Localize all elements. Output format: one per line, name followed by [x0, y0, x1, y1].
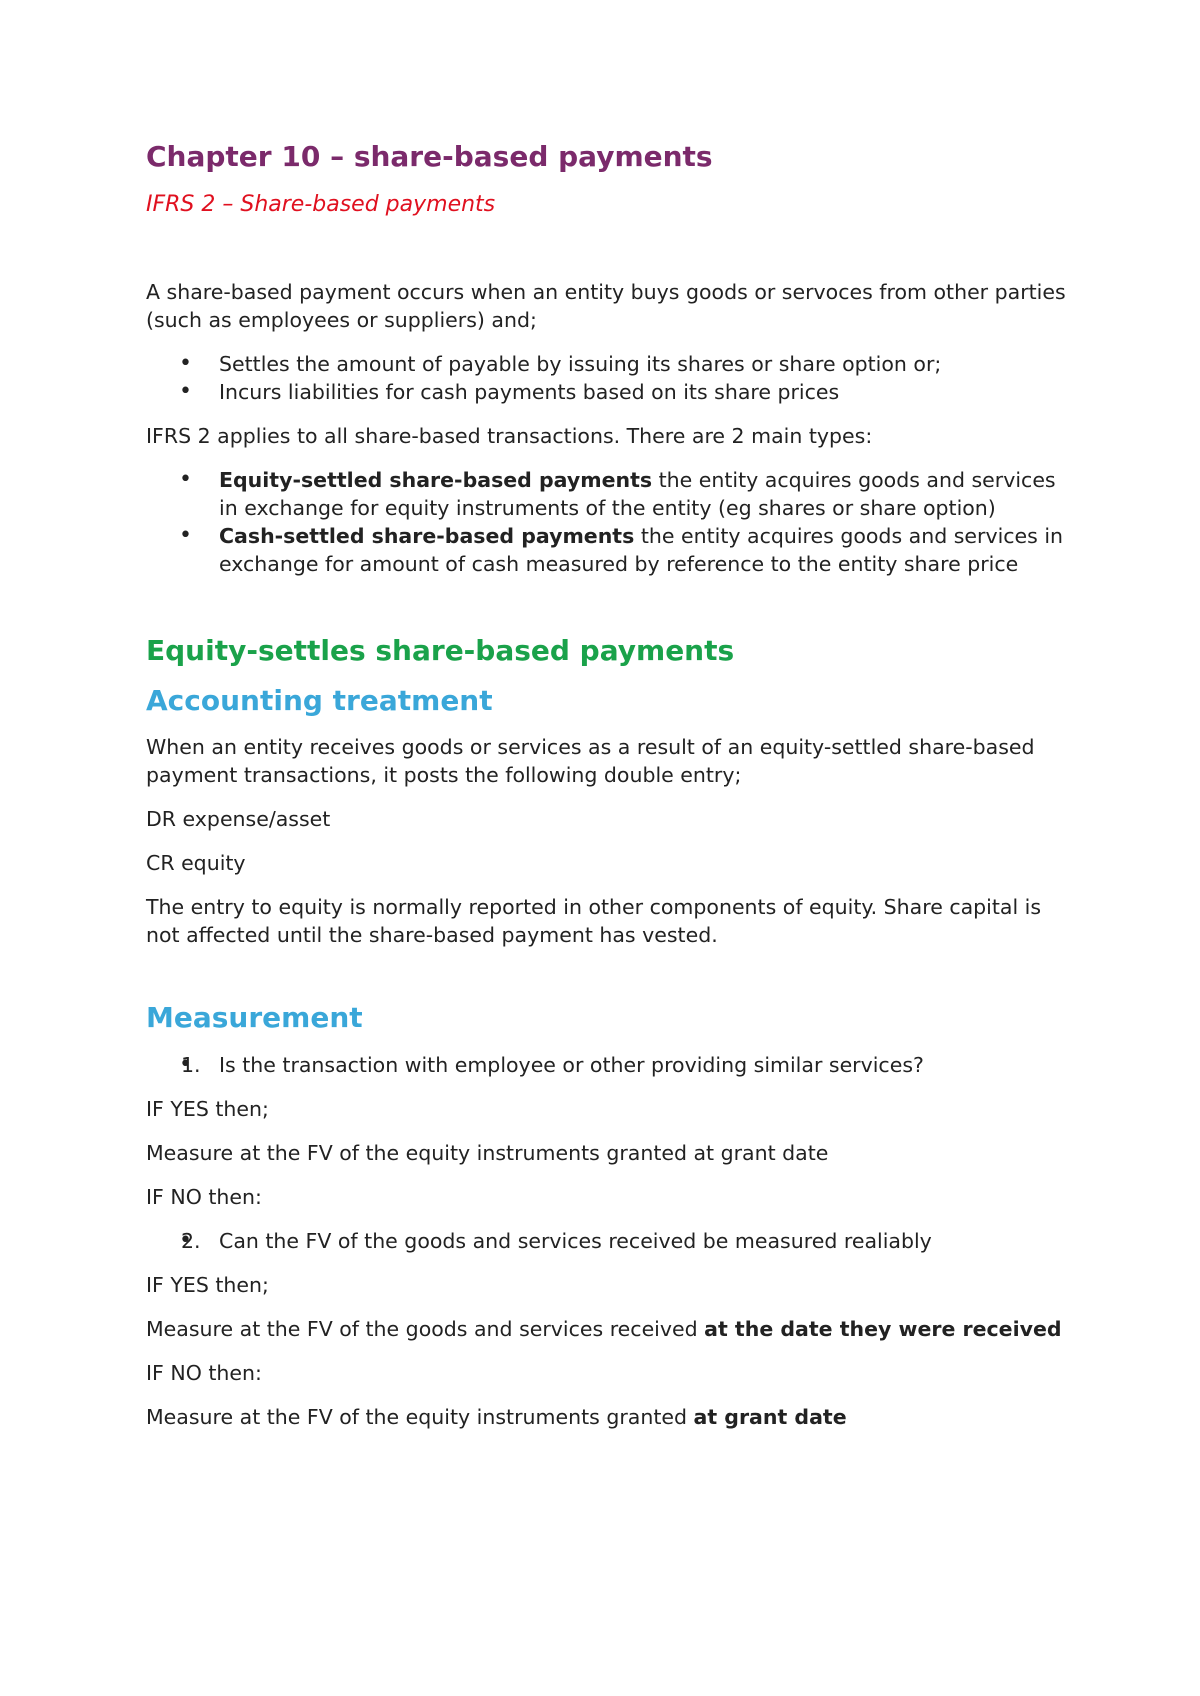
list-item [181, 1227, 1066, 1255]
type-item-equity [219, 466, 1066, 522]
types-intro: IFRS 2 applies to all share-based transactions. There are 2 main types: [146, 423, 873, 448]
list-item [181, 1051, 1066, 1079]
chapter-subtitle: IFRS 2 – Share-based payments [146, 191, 496, 217]
if-yes-label: IF YES then; [146, 1096, 269, 1121]
measurement-heading: Measurement [146, 1001, 363, 1035]
intro-paragraph: A share-based payment occurs when an entity buys goods or servoces from other parties (such as employees or suppliers) and; [146, 279, 1066, 332]
question-text: Is the transaction with employee or other providing similar services? [219, 1052, 924, 1077]
if-no-label: IF NO then: [146, 1184, 262, 1209]
section-heading: Equity-settles share-based payments [146, 633, 735, 667]
measure-bold: at grant date [693, 1404, 847, 1429]
if-no-label: IF NO then: [146, 1360, 262, 1385]
intro-bullet: • Settles the amount of payable by issuing its shares or share option or; [219, 350, 1066, 378]
measure-plain: Measure at the FV of the equity instruments granted [146, 1404, 694, 1429]
measurement-question-1 [146, 1051, 1066, 1079]
accounting-note: The entry to equity is normally reported in other components of equity. Share capital is not affected until the share-based payment has vested. [146, 895, 1042, 948]
question-text: Can the FV of the goods and services received be measured realiably [219, 1228, 932, 1253]
measure-text [146, 1315, 1066, 1343]
measure-text: Measure at the FV of the equity instruments granted at grant date [146, 1140, 829, 1165]
accounting-heading: Accounting treatment [146, 683, 493, 717]
types-bullet-list [146, 466, 1066, 578]
measure-plain: Measure at the FV of the goods and services received [146, 1316, 705, 1341]
type-term: Cash-settled share-based payments [219, 523, 635, 548]
measure-bold: at the date they were received [704, 1316, 1062, 1341]
accounting-paragraph: When an entity receives goods or services as a result of an equity-settled share-based payment transactions, it posts the following double entry; [146, 735, 1035, 788]
intro-bullet: • Incurs liabilities for cash payments based on its share prices [219, 378, 1066, 406]
measure-text [146, 1403, 1066, 1431]
list-number: • 2. [181, 1228, 201, 1253]
debit-entry: DR expense/asset [146, 807, 331, 832]
type-desc: the entity acquires goods and services in exchange for amount of cash measured by reference to the entity share price [219, 523, 1064, 576]
credit-entry: CR equity [146, 851, 246, 876]
list-number: • 1. [181, 1052, 201, 1077]
type-item-cash [219, 522, 1066, 578]
if-yes-label: IF YES then; [146, 1272, 269, 1297]
intro-bullet-list [146, 350, 1066, 406]
type-desc: the entity acquires goods and services in exchange for equity instruments of the entity (eg shares or share option) [219, 467, 1056, 520]
chapter-title: Chapter 10 – share-based payments [146, 140, 713, 173]
measurement-question-2 [146, 1227, 1066, 1255]
type-term: Equity-settled share-based payments [219, 467, 653, 492]
document-body [146, 140, 1066, 1447]
